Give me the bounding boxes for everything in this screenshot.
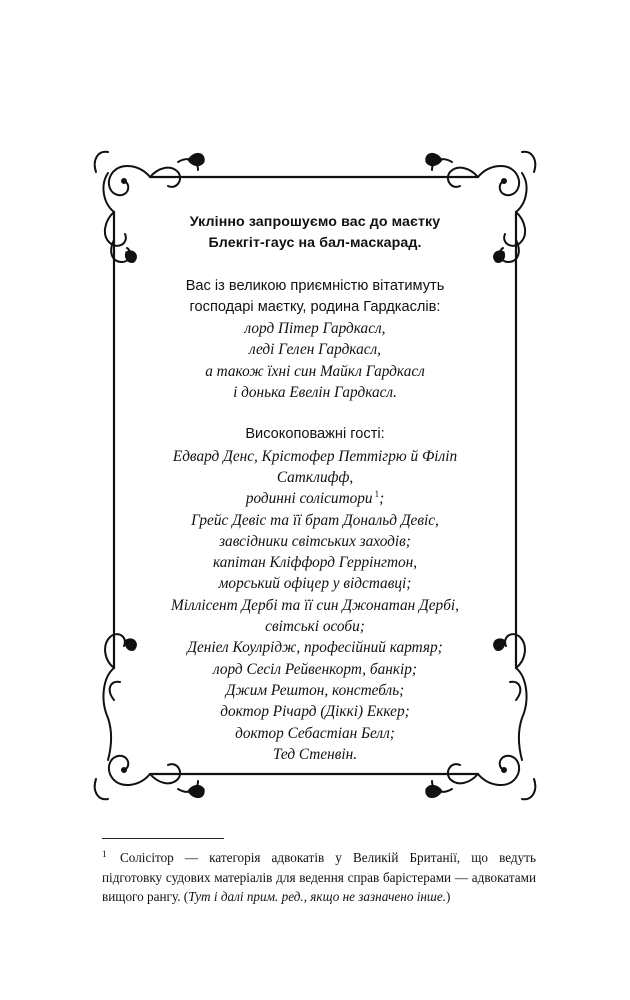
hosts-intro-line-2: господарі маєтку, родина Гардкаслів: (189, 298, 441, 315)
footnote-text-italic: Тут і далі прим. ред., якщо не зазначено інше. (188, 889, 447, 904)
guest-line: Джим Рештон, констебль; (225, 681, 405, 699)
host-line: а також їхні син Майкл Гардкасл (205, 362, 425, 380)
footnote-reference[interactable]: 1 (374, 489, 380, 500)
footnote-divider (102, 838, 224, 839)
guest-line: світські особи; (265, 618, 365, 636)
guest-line: лорд Сесіл Рейвенкорт, банкір; (212, 660, 417, 678)
host-line: леді Гелен Гардкасл, (248, 341, 382, 359)
invitation-heading-line-2: Блекгіт-гаус на бал-маскарад. (208, 235, 422, 252)
invitation-text (150, 212, 480, 765)
guest-line: Міллісент Дербі та її син Джонатан Дербі, (171, 596, 459, 614)
guest-line: завсідники світських заходів; (219, 532, 411, 550)
guest-line: Тед Стенвін. (272, 745, 358, 763)
leaf-right-lower (494, 639, 505, 650)
leaf-left-lower (125, 639, 136, 650)
guest-line-text: родинні соліситори (245, 490, 373, 508)
host-line: і донька Евелін Гардкасл. (233, 384, 397, 402)
guest-line: Едвард Денс, Крістофер Петтігрю й Філіп Сатклифф, (172, 447, 458, 486)
host-line: лорд Пітер Гардкасл, (244, 320, 386, 338)
footnote-text (102, 848, 536, 907)
footnote-number: 1 (102, 850, 107, 860)
guest-line: доктор Себастіан Белл; (235, 724, 395, 742)
hosts-intro-line-1: Вас із великою приємністю вітатимуть (185, 277, 445, 294)
footnote-text-plain: Солісітор — категорія адвокатів у Великій Британії, що ведуть підготовку судових матеріалів для ведення справ барістерами — адвокатами вищого рангу. ( (102, 850, 536, 904)
leaf-bottom-left (188, 785, 204, 797)
leaf-top-left (188, 153, 204, 165)
leaf-right-upper (494, 251, 505, 262)
guests-intro: Високоповажні гості: (245, 426, 385, 443)
footnote (102, 848, 536, 907)
leaf-left-upper (125, 251, 136, 262)
guest-line-with-footnote (150, 488, 480, 509)
guest-line: морський офіцер у відставці; (218, 575, 412, 593)
invitation-heading-line-1: Уклінно запрошуємо вас до маєтку (189, 214, 441, 230)
leaf-bottom-right (426, 785, 442, 797)
guest-line: доктор Річард (Діккі) Еккер; (220, 703, 410, 721)
guest-line-tail: ; (379, 490, 385, 508)
guest-line: Грейс Девіс та її брат Дональд Девіс, (191, 511, 439, 529)
footnote-text-close: ) (446, 889, 451, 904)
leaf-top-right (426, 153, 442, 165)
guest-line: капітан Кліффорд Геррінгтон, (212, 554, 418, 572)
guest-line: Деніел Коулрідж, професійний картяр; (187, 639, 443, 657)
